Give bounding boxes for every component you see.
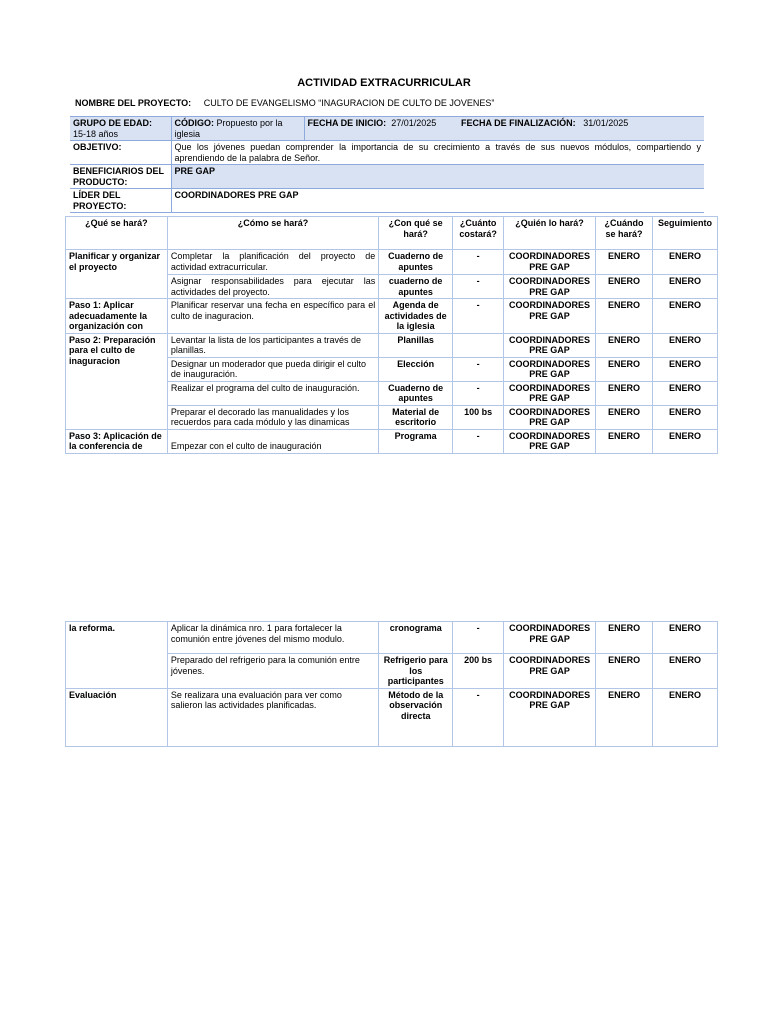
who-cell: COORDINADORES PRE GAP <box>504 250 596 275</box>
with-cell: Cuaderno de apuntes <box>379 381 453 405</box>
header-with: ¿Con qué se hará? <box>379 217 453 250</box>
cost-cell: - <box>453 275 504 299</box>
how-cell: Planificar reservar una fecha en específico para el culto de inaguracion. <box>167 299 378 334</box>
follow-cell: ENERO <box>652 275 717 299</box>
what-cell: la reforma. <box>66 622 168 689</box>
cost-cell: - <box>453 622 504 654</box>
what-cell: Paso 1: Aplicar adecuadamente la organización con <box>66 299 168 334</box>
with-cell: cronograma <box>379 622 453 654</box>
how-cell: Preparar el decorado las manualidades y los recuerdos para cada módulo y las dinamicas <box>167 405 378 429</box>
when-cell: ENERO <box>596 622 653 654</box>
follow-cell: ENERO <box>652 357 717 381</box>
table-row <box>66 250 718 275</box>
beneficiaries-value: PRE GAP <box>171 165 704 189</box>
follow-cell: ENERO <box>652 405 717 429</box>
cost-cell: - <box>453 381 504 405</box>
with-cell: Programa <box>379 429 453 453</box>
activity-table-page2 <box>65 621 718 747</box>
table-row <box>66 429 718 453</box>
with-cell: Elección <box>379 357 453 381</box>
with-cell: Cuaderno de apuntes <box>379 250 453 275</box>
with-cell: Refrigerio para los participantes <box>379 654 453 689</box>
start-date-cell: FECHA DE INICIO: 27/01/2025 <box>304 117 458 141</box>
when-cell: ENERO <box>596 333 653 357</box>
follow-cell: ENERO <box>652 429 717 453</box>
cost-cell <box>453 333 504 357</box>
header-how: ¿Cómo se hará? <box>167 217 378 250</box>
who-cell: COORDINADORES PRE GAP <box>504 654 596 689</box>
activity-table-page1 <box>65 216 718 454</box>
cost-cell: - <box>453 688 504 746</box>
what-cell: Planificar y organizar el proyecto <box>66 250 168 299</box>
how-cell: Completar la planificación del proyecto de actividad extracurricular. <box>167 250 378 275</box>
what-cell: Paso 2: Preparación para el culto de inaguracion <box>66 333 168 429</box>
header-cost: ¿Cuánto costará? <box>453 217 504 250</box>
what-cell: Evaluación <box>66 688 168 746</box>
cost-cell: - <box>453 299 504 334</box>
header-when: ¿Cuándo se hará? <box>596 217 653 250</box>
info-row-beneficiaries <box>70 165 704 189</box>
with-cell: Material de escritorio <box>379 405 453 429</box>
cost-cell: 200 bs <box>453 654 504 689</box>
with-cell: cuaderno de apuntes <box>379 275 453 299</box>
when-cell: ENERO <box>596 688 653 746</box>
who-cell: COORDINADORES PRE GAP <box>504 333 596 357</box>
who-cell: COORDINADORES PRE GAP <box>504 275 596 299</box>
table-row <box>66 333 718 357</box>
how-cell: Levantar la lista de los participantes a través de planillas. <box>167 333 378 357</box>
info-row-leader <box>70 189 704 213</box>
how-cell: Se realizara una evaluación para ver como salieron las actividades planificadas. <box>167 688 378 746</box>
who-cell: COORDINADORES PRE GAP <box>504 622 596 654</box>
cost-cell: 100 bs <box>453 405 504 429</box>
objective-label: OBJETIVO: <box>70 141 171 165</box>
when-cell: ENERO <box>596 429 653 453</box>
project-name-label: NOMBRE DEL PROYECTO: <box>75 98 192 108</box>
code-cell: CÓDIGO: Propuesto por la iglesia <box>171 117 304 141</box>
follow-cell: ENERO <box>653 622 718 654</box>
follow-cell: ENERO <box>652 333 717 357</box>
follow-cell: ENERO <box>653 654 718 689</box>
project-info-table <box>70 116 704 213</box>
when-cell: ENERO <box>596 275 653 299</box>
who-cell: COORDINADORES PRE GAP <box>504 405 596 429</box>
project-name-value: CULTO DE EVANGELISMO “INAGURACION DE CULTO DE JOVENES” <box>203 98 495 108</box>
objective-value: Que los jóvenes puedan comprender la importancia de su crecimiento a través de sus nuevos módulos, compartiendo y aprendiendo de la palabra de Señor. <box>171 141 704 165</box>
who-cell: COORDINADORES PRE GAP <box>504 299 596 334</box>
leader-label: LÍDER DEL PROYECTO: <box>70 189 171 213</box>
who-cell: COORDINADORES PRE GAP <box>504 688 596 746</box>
how-cell: Empezar con el culto de inauguración <box>167 429 378 453</box>
cost-cell: - <box>453 250 504 275</box>
info-row-dates <box>70 117 704 141</box>
cost-cell: - <box>453 357 504 381</box>
follow-cell: ENERO <box>652 299 717 334</box>
header-what: ¿Qué se hará? <box>66 217 168 250</box>
follow-cell: ENERO <box>653 688 718 746</box>
beneficiaries-label: BENEFICIARIOS DEL PRODUCTO: <box>70 165 171 189</box>
table-row <box>66 299 718 334</box>
how-cell: Realizar el programa del culto de inauguración. <box>167 381 378 405</box>
with-cell: Planillas <box>379 333 453 357</box>
how-cell: Preparado del refrigerio para la comunión entre jóvenes. <box>167 654 378 689</box>
end-date-cell: FECHA DE FINALIZACIÓN: 31/01/2025 <box>458 117 704 141</box>
info-row-objective <box>70 141 704 165</box>
who-cell: COORDINADORES PRE GAP <box>504 381 596 405</box>
how-cell: Designar un moderador que pueda dirigir el culto de inauguración. <box>167 357 378 381</box>
follow-cell: ENERO <box>652 381 717 405</box>
age-group-cell: GRUPO DE EDAD: 15-18 años <box>70 117 171 141</box>
how-cell: Asignar responsabilidades para ejecutar las actividades del proyecto. <box>167 275 378 299</box>
project-name-line <box>75 98 494 108</box>
follow-cell: ENERO <box>652 250 717 275</box>
header-who: ¿Quién lo hará? <box>504 217 596 250</box>
how-cell: Aplicar la dinámica nro. 1 para fortalecer la comunión entre jóvenes del mismo modulo. <box>167 622 378 654</box>
who-cell: COORDINADORES PRE GAP <box>504 429 596 453</box>
document-title: ACTIVIDAD EXTRACURRICULAR <box>297 77 471 89</box>
who-cell: COORDINADORES PRE GAP <box>504 357 596 381</box>
table-header-row <box>66 217 718 250</box>
what-cell: Paso 3: Aplicación de la conferencia de <box>66 429 168 453</box>
leader-value: COORDINADORES PRE GAP <box>171 189 704 213</box>
with-cell: Agenda de actividades de la iglesia <box>379 299 453 334</box>
table-row <box>66 622 718 654</box>
when-cell: ENERO <box>596 299 653 334</box>
with-cell: Método de la observación directa <box>379 688 453 746</box>
table-row <box>66 688 718 746</box>
when-cell: ENERO <box>596 405 653 429</box>
header-follow: Seguimiento <box>652 217 717 250</box>
when-cell: ENERO <box>596 654 653 689</box>
when-cell: ENERO <box>596 250 653 275</box>
when-cell: ENERO <box>596 357 653 381</box>
when-cell: ENERO <box>596 381 653 405</box>
cost-cell: - <box>453 429 504 453</box>
